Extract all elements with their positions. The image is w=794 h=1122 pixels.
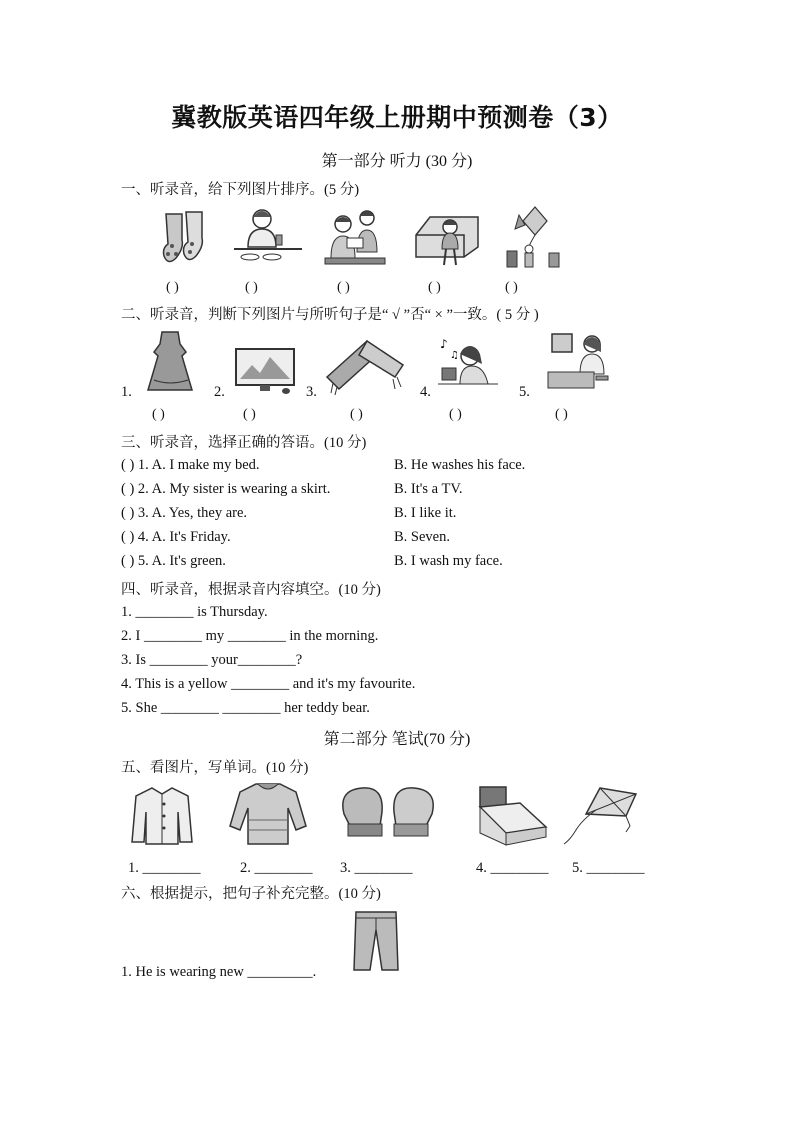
svg-text:♫: ♫ bbox=[450, 350, 459, 361]
sec5-instruction: 五、看图片，写单词。(10 分) bbox=[121, 760, 309, 776]
sec3-row-1-a: ( ) 1. A. I make my bed. bbox=[121, 457, 260, 473]
sec3-row-4-b: B. Seven. bbox=[394, 529, 450, 545]
sec4-line-3: 3. Is ________ your________? bbox=[121, 652, 303, 668]
boy-on-bed-icon bbox=[412, 207, 482, 269]
sec3-row-4-a: ( ) 4. A. It's Friday. bbox=[121, 529, 231, 545]
sec2-blank-1[interactable]: ( ) bbox=[152, 407, 165, 422]
socks-icon bbox=[160, 210, 212, 270]
kite-icon bbox=[560, 784, 644, 848]
scarf-icon bbox=[323, 337, 409, 397]
sec5-blank-4[interactable]: 4. ________ bbox=[476, 860, 549, 876]
sec5-blank-1[interactable]: 1. ________ bbox=[128, 860, 201, 876]
sec4-line-1: 1. ________ is Thursday. bbox=[121, 604, 268, 620]
sec5-blank-3[interactable]: 3. ________ bbox=[340, 860, 413, 876]
sec3-row-5-a: ( ) 5. A. It's green. bbox=[121, 553, 226, 569]
page-title: 冀教版英语四年级上册期中预测卷（3） bbox=[171, 103, 623, 132]
sec1-blank-5[interactable]: ( ) bbox=[505, 280, 518, 295]
sec3-instruction: 三、听录音，选择正确的答语。(10 分) bbox=[121, 435, 367, 451]
sec5-blank-5[interactable]: 5. ________ bbox=[572, 860, 645, 876]
sec2-label-2: 2. bbox=[214, 384, 225, 400]
sec4-line-4: 4. This is a yellow ________ and it's my favourite. bbox=[121, 676, 416, 692]
sec6-instruction: 六、根据提示，把句子补充完整。(10 分) bbox=[121, 886, 381, 902]
sec6-line-1: 1. He is wearing new _________. bbox=[121, 964, 317, 980]
sec2-label-4: 4. bbox=[420, 384, 431, 400]
sec2-label-1: 1. bbox=[121, 384, 132, 400]
svg-text:♪: ♪ bbox=[440, 337, 448, 351]
sec2-blank-4[interactable]: ( ) bbox=[449, 407, 462, 422]
sec2-label-5: 5. bbox=[519, 384, 530, 400]
part2-heading: 第二部分 笔试(70 分) bbox=[323, 731, 471, 748]
sec2-blank-5[interactable]: ( ) bbox=[555, 407, 568, 422]
boys-reading-icon bbox=[323, 208, 387, 270]
sec2-blank-3[interactable]: ( ) bbox=[350, 407, 363, 422]
kite-flying-icon bbox=[505, 205, 561, 269]
tv-icon bbox=[232, 345, 298, 395]
sec1-blank-4[interactable]: ( ) bbox=[428, 280, 441, 295]
sec3-row-3-b: B. I like it. bbox=[394, 505, 457, 521]
girl-listening-music-icon bbox=[436, 334, 500, 394]
sec3-row-3-a: ( ) 3. A. Yes, they are. bbox=[121, 505, 248, 521]
sec3-row-1-b: B. He washes his face. bbox=[394, 457, 526, 473]
shirt-icon bbox=[130, 784, 196, 848]
woman-at-computer-icon bbox=[546, 328, 612, 394]
sec3-row-2-a: ( ) 2. A. My sister is wearing a skirt. bbox=[121, 481, 331, 497]
bed-icon bbox=[474, 783, 550, 849]
sec4-line-2: 2. I ________ my ________ in the morning. bbox=[121, 628, 379, 644]
sec3-row-5-b: B. I wash my face. bbox=[394, 553, 503, 569]
sec2-instruction: 二、听录音，判断下列图片与所听句子是“ √ ”否“ × ”一致。( 5 分 ) bbox=[121, 307, 539, 323]
sec1-blank-1[interactable]: ( ) bbox=[166, 280, 179, 295]
part1-heading: 第一部分 听力 (30 分) bbox=[321, 153, 473, 170]
sec4-line-5: 5. She ________ ________ her teddy bear. bbox=[121, 700, 370, 716]
dress-icon bbox=[140, 330, 204, 392]
sec1-blank-2[interactable]: ( ) bbox=[245, 280, 258, 295]
sec4-instruction: 四、听录音，根据录音内容填空。(10 分) bbox=[121, 582, 381, 598]
sweater-icon bbox=[226, 780, 310, 848]
trousers-icon bbox=[352, 908, 400, 974]
sec2-label-3: 3. bbox=[306, 384, 317, 400]
sec1-blank-3[interactable]: ( ) bbox=[337, 280, 350, 295]
gloves-icon bbox=[336, 784, 440, 848]
boy-eating-breakfast-icon bbox=[232, 205, 304, 267]
sec5-blank-2[interactable]: 2. ________ bbox=[240, 860, 313, 876]
sec2-blank-2[interactable]: ( ) bbox=[243, 407, 256, 422]
sec3-row-2-b: B. It's a TV. bbox=[394, 481, 463, 497]
sec1-instruction: 一、听录音，给下列图片排序。(5 分) bbox=[121, 182, 360, 198]
